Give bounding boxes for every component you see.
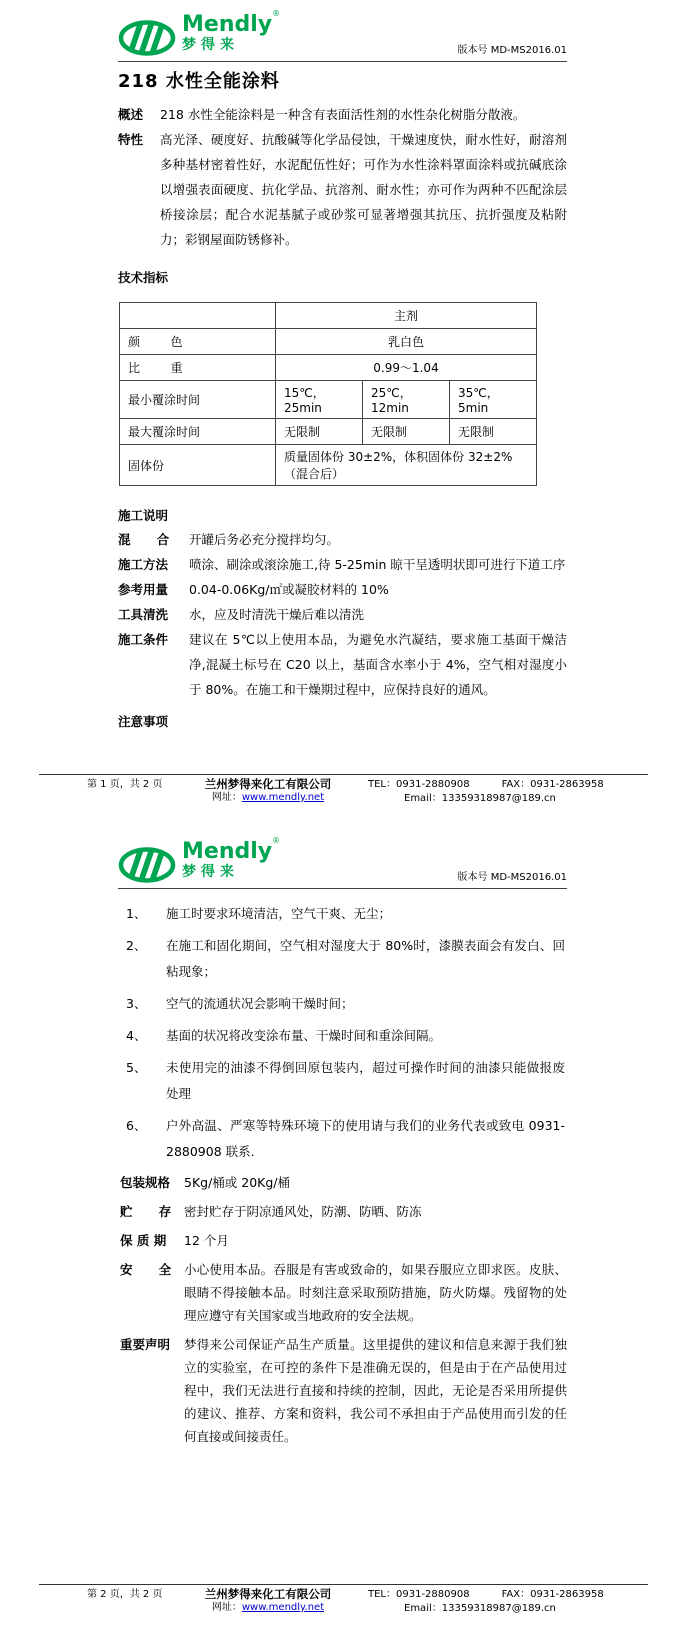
shelf-life-text: 12 个月: [184, 1233, 229, 1248]
page2-footer: [0, 1584, 687, 1615]
brand-name: Mendly: [182, 12, 273, 37]
registered-mark-icon: ®: [272, 9, 281, 18]
list-item-text: 施工时要求环境清洁，空气干爽、无尘；: [166, 906, 392, 921]
method-row: [118, 552, 567, 577]
table-cell-value: 质量固体份 30±2%，体积固体份 32±2%（混合后）: [276, 445, 537, 486]
brand-name-cn: 梦得来: [182, 864, 239, 880]
table-cell-value: 15℃，25min: [276, 381, 363, 419]
website-label: 网址：: [211, 792, 242, 803]
list-item: [126, 991, 565, 1017]
tel-number: TEL：0931-2880908: [368, 1589, 470, 1600]
mixing-label: 混 合: [118, 532, 170, 547]
overview-label: 概述: [118, 107, 144, 122]
list-item-number: 2、: [126, 938, 147, 953]
email-address: Email：13359318987@189.cn: [404, 1603, 556, 1614]
fax-number: FAX：0931-2863958: [501, 779, 604, 790]
table-cell-main-agent: 主剂: [276, 303, 537, 329]
table-cell-label: 最大覆涂时间: [120, 419, 276, 445]
page-number: 第 1 页，共 2 页: [87, 779, 163, 790]
page1-footer: [0, 774, 687, 805]
precautions-heading: 注意事项: [118, 714, 169, 729]
dosage-text: 0.04-0.06Kg/㎡或凝胶材料的 10%: [189, 582, 389, 597]
page-number: 第 2 页，共 2 页: [87, 1589, 163, 1600]
table-cell-value: 35℃，5min: [450, 381, 537, 419]
list-item-text: 空气的流通状况会影响干燥时间；: [166, 996, 354, 1011]
storage-text: 密封贮存于阴凉通风处，防潮、防晒、防冻: [184, 1204, 422, 1219]
table-row: [120, 381, 537, 419]
method-text: 喷涂、刷涂或滚涂施工,待 5-25min 晾干呈透明状即可进行下道工序: [189, 557, 566, 572]
list-item: [126, 901, 565, 927]
disclaimer-label: 重要声明: [120, 1337, 171, 1352]
brand-name-cn: 梦得来: [182, 37, 239, 53]
tool-cleaning-label: 工具清洗: [118, 607, 169, 622]
page1-header: [0, 0, 687, 58]
table-cell-label: 比 重: [120, 355, 276, 381]
fax-number: FAX：0931-2863958: [501, 1589, 604, 1600]
website-line: [168, 791, 368, 804]
tool-cleaning-text: 水，应及时清洗干燥后难以清洗: [189, 607, 365, 622]
overview-text: 218 水性全能涂料是一种含有表面活性剂的水性杂化树脂分散液。: [160, 107, 526, 122]
shelf-life-row: [120, 1229, 567, 1252]
dosage-label: 参考用量: [118, 582, 169, 597]
tool-cleaning-row: [118, 602, 567, 627]
list-item-text: 基面的状况将改变涂布量、干燥时间和重涂间隔。: [166, 1028, 442, 1043]
table-cell-value: 无限制: [363, 419, 450, 445]
table-cell-label: 颜 色: [120, 329, 276, 355]
company-name: 兰州梦得来化工有限公司: [204, 1587, 332, 1601]
features-row: [118, 127, 567, 252]
tech-specs-heading: 技术指标: [118, 270, 169, 285]
list-item-text: 未使用完的油漆不得倒回原包装内，超过可操作时间的油漆只能做报废处理: [166, 1060, 565, 1101]
table-cell-empty: [120, 303, 276, 329]
packaging-text: 5Kg/桶或 20Kg/桶: [184, 1175, 291, 1190]
disclaimer-text: 梦得来公司保证产品生产质量。这里提供的建议和信息来源于我们独立的实验室，在可控的条件下是准确无误的，但是由于在产品使用过程中，我们无法进行直接和持续的控制，因此，无论是否采用所提供的建议、推荐、方案和资料，我公司不承担由于产品使用而引发的任何直接或间接责任。: [184, 1337, 567, 1444]
table-row: [120, 329, 537, 355]
storage-label: 贮 存: [120, 1204, 172, 1219]
table-cell-value: 25℃，12min: [363, 381, 450, 419]
features-label: 特性: [118, 132, 144, 147]
mendly-logo-icon: [118, 841, 180, 885]
page2-header: [0, 827, 687, 885]
conditions-text: 建议在 5℃以上使用本品，为避免水汽凝结，要求施工基面干燥洁净,混凝土标号在 C20 以上，基面含水率小于 4%，空气相对湿度小于 80%。在施工和干燥期过程中，应保持良好的通风。: [189, 632, 567, 697]
list-item: [126, 933, 565, 985]
version-label: 版本号 MD-MS2016.01: [457, 872, 567, 883]
logo-wordmark: [182, 836, 281, 880]
website-line: [168, 1601, 368, 1614]
website-link[interactable]: www.mendly.net: [241, 1602, 325, 1613]
tech-specs-table: [119, 302, 537, 486]
registered-mark-icon: ®: [272, 836, 281, 845]
list-item: [126, 1055, 565, 1107]
table-cell-value: 无限制: [276, 419, 363, 445]
packaging-label: 包装规格: [120, 1175, 171, 1190]
list-item-number: 6、: [126, 1118, 147, 1133]
table-cell-value: 无限制: [450, 419, 537, 445]
table-row: [120, 355, 537, 381]
mixing-text: 开罐后务必充分搅拌均匀。: [189, 532, 340, 547]
table-row: [120, 445, 537, 486]
footer-divider: [39, 774, 648, 775]
list-item-text: 户外高温、严寒等特殊环境下的使用请与我们的业务代表或致电 0931-2880908 联系.: [166, 1118, 565, 1159]
packaging-row: [120, 1171, 567, 1194]
storage-row: [120, 1200, 567, 1223]
table-cell-label: 固体份: [120, 445, 276, 486]
table-row: [120, 303, 537, 329]
method-label: 施工方法: [118, 557, 169, 572]
construction-heading: 施工说明: [118, 508, 169, 523]
table-cell-label: 最小覆涂时间: [120, 381, 276, 419]
safety-text: 小心使用本品。吞服是有害或致命的，如果吞服应立即求医。皮肤、眼睛不得接触本品。时刻注意采取预防措施，防火防爆。残留物的处理应遵守有关国家或当地政府的安全法规。: [184, 1262, 567, 1323]
header-divider: [118, 888, 567, 889]
list-item-number: 1、: [126, 906, 147, 921]
tel-number: TEL：0931-2880908: [368, 779, 470, 790]
list-item-number: 5、: [126, 1060, 147, 1075]
version-label: 版本号 MD-MS2016.01: [457, 45, 567, 56]
list-item-number: 4、: [126, 1028, 147, 1043]
table-cell-value: 0.99～1.04: [276, 355, 537, 381]
footer-divider: [39, 1584, 648, 1585]
list-item: [126, 1113, 565, 1165]
mixing-row: [118, 527, 567, 552]
page-title: 218 水性全能涂料: [118, 71, 280, 92]
overview-row: [118, 102, 567, 127]
conditions-label: 施工条件: [118, 632, 169, 647]
list-item: [126, 1023, 565, 1049]
safety-row: [120, 1258, 567, 1327]
website-label: 网址：: [211, 1602, 242, 1613]
website-link[interactable]: www.mendly.net: [241, 792, 325, 803]
list-item-text: 在施工和固化期间，空气相对湿度大于 80%时，漆膜表面会有发白、回粘现象；: [166, 938, 565, 979]
dosage-row: [118, 577, 567, 602]
safety-label: 安 全: [120, 1262, 172, 1277]
table-cell-value: 乳白色: [276, 329, 537, 355]
email-address: Email：13359318987@189.cn: [404, 793, 556, 804]
shelf-life-label: 保 质 期: [120, 1233, 167, 1248]
table-row: [120, 419, 537, 445]
list-item-number: 3、: [126, 996, 147, 1011]
mendly-logo-icon: [118, 14, 180, 58]
header-divider: [118, 61, 567, 62]
conditions-row: [118, 627, 567, 702]
company-name: 兰州梦得来化工有限公司: [204, 777, 332, 791]
logo-wordmark: [182, 9, 281, 53]
mendly-logo: [118, 836, 281, 885]
brand-name: Mendly: [182, 839, 273, 864]
disclaimer-row: [120, 1333, 567, 1448]
precaution-list: [126, 901, 565, 1165]
features-text: 高光泽、硬度好、抗酸碱等化学品侵蚀，干燥速度快，耐水性好，耐溶剂多种基材密着性好，水泥配伍性好；可作为水性涂料罩面涂料或抗碱底涂以增强表面硬度、抗化学品、抗溶剂、耐水性；亦可作为两种不匹配涂层桥接涂层；配合水泥基腻子或砂浆可显著增强其抗压、抗折强度及粘附力；彩钢屋面防锈修补。: [160, 132, 567, 247]
mendly-logo: [118, 9, 281, 58]
